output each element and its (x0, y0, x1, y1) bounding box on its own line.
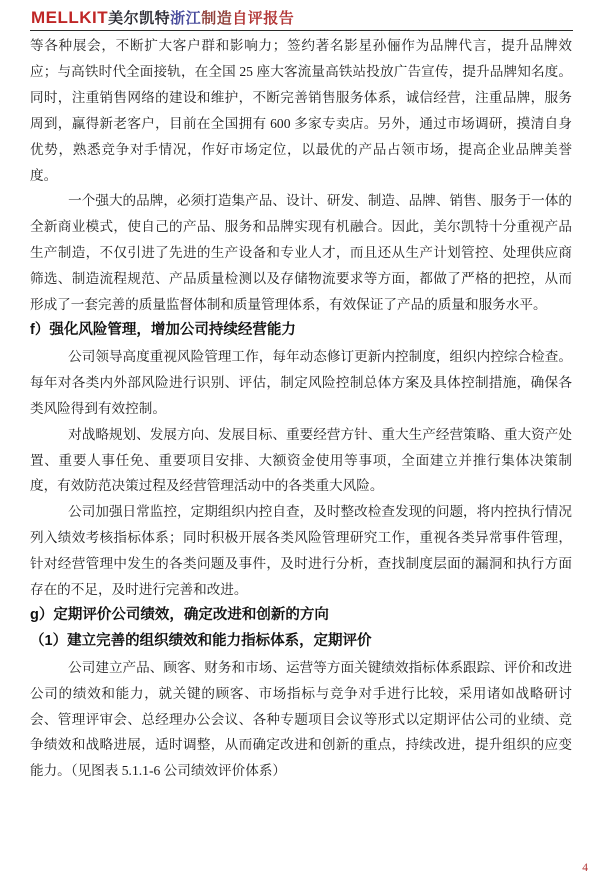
header-title-segment-report: 自评报告 (232, 11, 295, 27)
paragraph-brand-marketing: 等各种展会，不断扩大客户群和影响力；签约著名影星孙俪作为品牌代言，提升品牌效应；与高铁时代全面接轨，在全国 25 座大客流量高铁站投放广告宣传，提升品牌知名度。同时，注重销售网络的建设和维护，不断完善销售服务体系，诚信经营，注重品牌，服务周到，赢得新老客户，目前在全国拥有 600 多家专卖店。另外，通过市场调研，摸清自身优势，熟悉竞争对手情况，作好市场定位，以最优的产品占领市场，提高企业品牌美誉度。 (30, 38, 572, 183)
page-header (31, 7, 572, 28)
header-title-segment-manufacture: 制造 (201, 11, 233, 27)
paragraph-kpi-tracking: 公司建立产品、顾客、财务和市场、运营等方面关键绩效指标体系跟踪、评价和改进公司的绩效和能力，就关键的顾客、市场指标与竞争对手进行比较，采用诸如战略研讨会、管理评审会、总经理办公会议、各种专题项目会议等形式以定期评估公司的业绩、竞争绩效和战略进展，适时调整，从而确定改进和创新的重点，持续改进，提升组织的应变能力。（见图表 5.1.1-6 公司绩效评价体系） (30, 659, 572, 779)
header-title-segment-region: 浙江 (170, 11, 202, 27)
brand-logo-text: MELLKIT (31, 8, 109, 27)
paragraph-internal-control: 公司领导高度重视风险管理工作，每年动态修订更新内控制度，组织内控综合检查。每年对各类内外部风险进行识别、评估，制定风险控制总体方案及具体控制措施，确保各类风险得到有效控制。 (30, 348, 572, 416)
paragraph-collective-decision: 对战略规划、发展方向、发展目标、重要经营方针、重大生产经营策略、重大资产处置、重要人事任免、重要项目安排、大额资金使用等事项，全面建立并推行集体决策制度，有效防范决策过程及经营管理活动中的各类重大风险。 (30, 426, 572, 494)
paragraph-daily-monitoring: 公司加强日常监控，定期组织内控自查，及时整改检查发现的问题，将内控执行情况列入绩效考核指标体系；同时积极开展各类风险管理研究工作，重视各类异常事件管理，针对经营管理中发生的各类问题及事件，及时进行分析，查找制度层面的漏洞和执行方面存在的不足，及时进行完善和改进。 (30, 504, 572, 598)
header-title-segment-company: 美尔凯特 (108, 11, 171, 27)
heading-g-performance-evaluation: g）定期评价公司绩效，确定改进和创新的方向 (30, 606, 329, 623)
paragraph-manufacturing-quality: 一个强大的品牌，必须打造集产品、设计、研发、制造、品牌、销售、服务于一体的全新商业模式，使自己的产品、服务和品牌实现有机融合。因此，美尔凯特十分重视产品生产制造，不仅引进了先进的生产设备和专业人才，而且还从生产计划管控、处理供应商筛选、制造流程规范、产品质量检测以及存储物流要求等方面，都做了严格的把控，从而形成了一套完善的质量监督体制和质量管理体系，有效保证了产品的质量和服务水平。 (30, 193, 572, 313)
heading-f-risk-management: f）强化风险管理，增加公司持续经营能力 (30, 321, 296, 338)
header-divider (30, 30, 573, 31)
document-body (30, 33, 572, 784)
page-number: 4 (582, 862, 588, 874)
heading-1-performance-indicator-system: （1）建立完善的组织绩效和能力指标体系，定期评价 (30, 632, 372, 649)
